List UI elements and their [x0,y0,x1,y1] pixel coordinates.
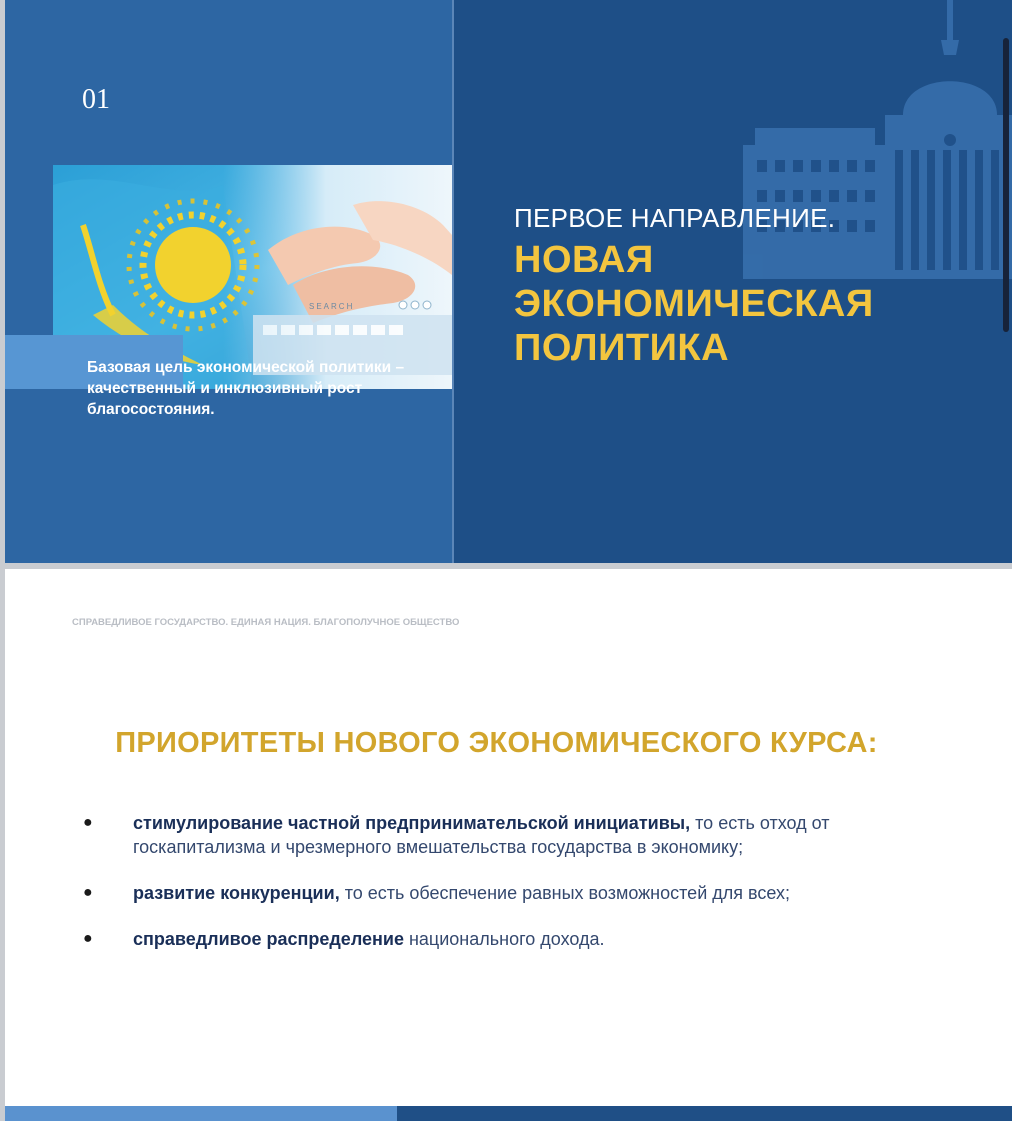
list-item-text: то есть отход от госкапитализма и чрезмерного вмешательства государства в экономику; [133,813,830,857]
goal-statement: Базовая цель экономической политики – качественный и инклюзивный рост благосостояния. [87,359,405,418]
page-number: 01 [82,84,110,115]
list-item-bold: стимулирование частной предпринимательской инициативы, [133,813,691,833]
priorities-list [83,811,963,951]
list-item [83,811,963,859]
list-item-bold: справедливое распределение [133,929,404,949]
list-item-text: национального дохода. [403,929,605,949]
bullet-icon: ● [83,884,93,901]
direction-label: ПЕРВОЕ НАПРАВЛЕНИЕ. [514,203,836,233]
panel-divider [452,0,454,563]
slide-priorities [5,569,1012,1121]
list-item [83,927,963,951]
slide-first-direction [5,0,1012,563]
svg-text:SEARCH: SEARCH [309,302,355,311]
direction-title: НОВАЯ ЭКОНОМИЧЕСКАЯ ПОЛИТИКА [514,239,874,369]
bullet-icon: ● [83,814,93,831]
scrollbar-thumb[interactable] [1003,38,1009,332]
bullet-icon: ● [83,930,93,947]
list-item [83,881,963,905]
priorities-title: ПРИОРИТЕТЫ НОВОГО ЭКОНОМИЧЕСКОГО КУРСА: [115,727,878,759]
footer-bar-accent [5,1106,397,1121]
running-head: СПРАВЕДЛИВОЕ ГОСУДАРСТВО. ЕДИНАЯ НАЦИЯ. БЛАГОПОЛУЧНОЕ ОБЩЕСТВО [72,617,460,628]
list-item-bold: развитие конкуренции, [133,883,340,903]
list-item-text: то есть обеспечение равных возможностей для всех; [339,883,790,903]
